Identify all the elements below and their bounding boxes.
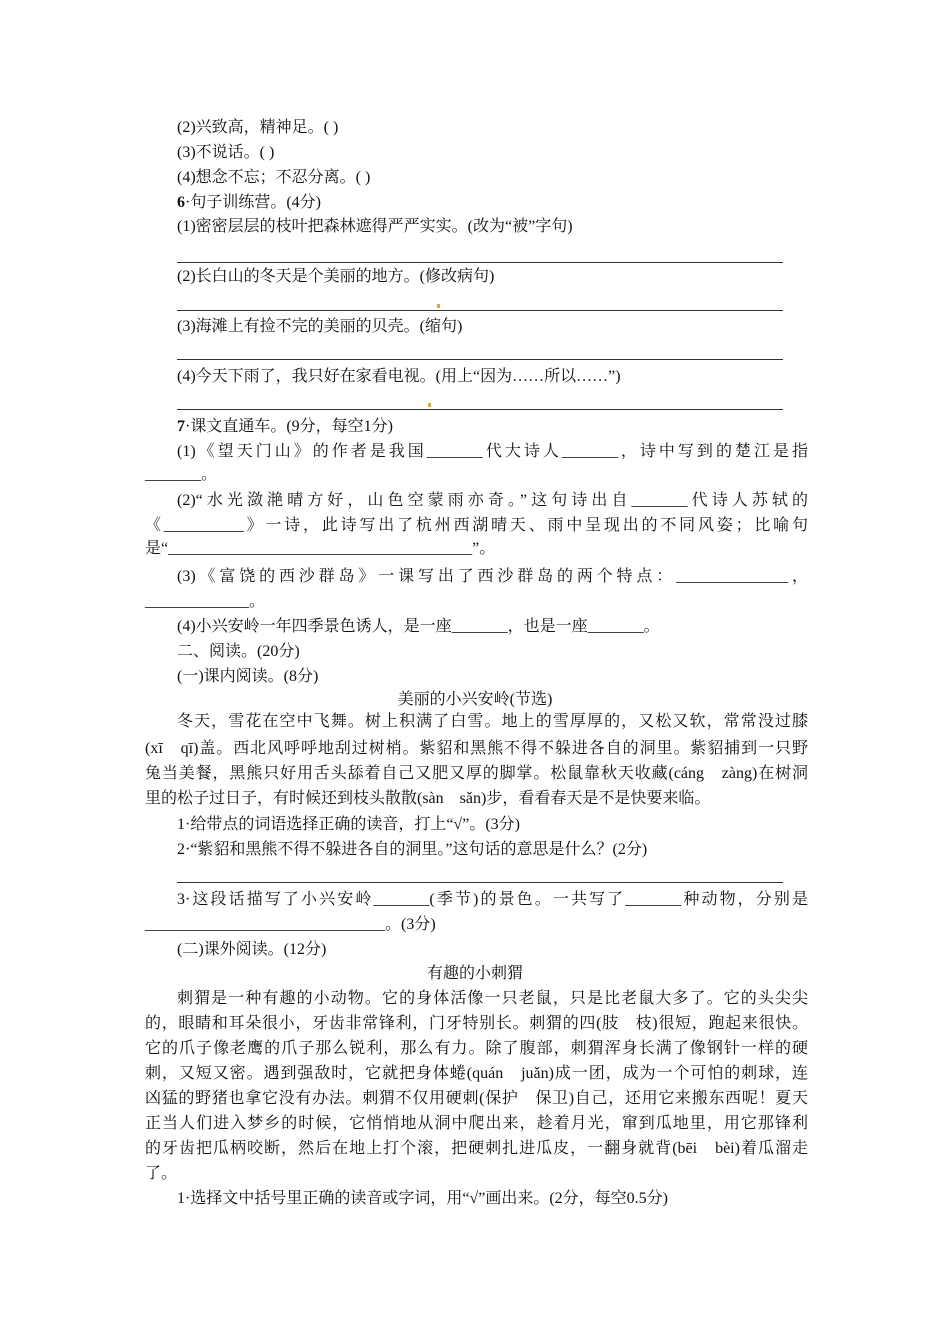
q6-item-3: (3)海滩上有捡不完的美丽的贝壳。(缩句)	[177, 318, 463, 335]
passage-line: 它的爪子像老鹰的爪子那么锐利，那么有力。除了腹部，刺猬浑身长满了像钢针一样的硬	[145, 1040, 808, 1057]
highlight-mark	[437, 304, 440, 308]
q6-item-1: (1)密密层层的枝叶把森林遮得严严实实。(改为“被”字句)	[177, 218, 573, 235]
part2-title: 有趣的小刺猬	[426, 965, 523, 982]
q7-line: _______。	[145, 466, 218, 483]
passage-line: 刺，又短又密。遇到强敌时，它就把身体蜷(quán juǎn)成一团，成为一个可怕的刺球，连	[145, 1065, 808, 1082]
q7-line: _____________。	[145, 593, 266, 610]
reading-heading: 二、阅读。(20分)	[177, 643, 300, 660]
part1-question-1: 1·给带点的词语选择正确的读音，打上“√”。(3分)	[177, 816, 520, 833]
q7-number: 7	[177, 418, 185, 435]
q7-line: (3)《富饶的西沙群岛》一课写出了西沙群岛的两个特点：______________，	[177, 568, 808, 585]
q7-line: 《__________》一诗，此诗写出了杭州西湖晴天、雨中呈现出的不同风姿；比喻句	[145, 517, 808, 534]
q7-line: (4)小兴安岭一年四季景色诱人，是一座_______，也是一座_______。	[177, 618, 660, 635]
q6-item-4: (4)今天下雨了，我只好在家看电视。(用上“因为……所以……”)	[177, 368, 621, 385]
q6-heading-text: ·句子训练营。(4分)	[185, 194, 321, 211]
answer-line[interactable]	[177, 262, 783, 263]
part1-question-2: 2·“紫貂和黑熊不得不躲进各自的洞里。”这句话的意思是什么？(2分)	[177, 841, 648, 858]
part1-title: 美丽的小兴安岭(节选)	[397, 691, 553, 708]
passage-line: 了。	[145, 1165, 178, 1182]
q7-line: (2)“水光潋滟晴方好，山色空蒙雨亦奇。”这句诗出自_______代诗人苏轼的	[177, 492, 808, 509]
answer-line[interactable]	[177, 409, 783, 410]
passage-line: 刺猬是一种有趣的小动物。它的身体活像一只老鼠，只是比老鼠大多了。它的头尖尖	[177, 990, 808, 1007]
q7-heading	[177, 417, 393, 437]
q5-item-2: (2)兴致高，精神足。( )	[177, 119, 339, 136]
highlight-mark	[428, 403, 431, 407]
q7-line: 是“______________________________________”。	[145, 540, 496, 557]
part1-heading: (一)课内阅读。(8分)	[177, 668, 319, 685]
passage-line: 的牙齿把瓜柄咬断，然后在地上打个滚，把硬刺扎进瓜皮，一翻身就背(bēi bèi)着瓜溜走	[145, 1140, 808, 1157]
q6-heading	[177, 193, 321, 213]
q7-heading-text: ·课文直通车。(9分，每空1分)	[185, 418, 393, 435]
q6-item-2: (2)长白山的冬天是个美丽的地方。(修改病句)	[177, 268, 495, 285]
q5-item-4: (4)想念不忘；不忍分离。( )	[177, 169, 371, 186]
part1-question-3: 3·这段话描写了小兴安岭_______(季节)的景色。一共写了_______种动物，分别是	[177, 891, 808, 908]
passage-line: (xī qī)盖。西北风呼呼地刮过树梢。紫貂和黑熊不得不躲进各自的洞里。紫貂捕到一只野	[145, 740, 808, 757]
q7-line: (1)《望天门山》的作者是我国_______代大诗人_______，诗中写到的楚江是指	[177, 443, 808, 460]
passage-line: 里的松子过日子，有时候还到枝头散散(sàn sǎn)步，看看春天是不是快要来临。	[145, 790, 711, 807]
answer-line[interactable]	[177, 310, 783, 311]
passage-line: 兔当美餐，黑熊只好用舌头舔着自己又肥又厚的脚掌。松鼠靠秋天收藏(cáng zàng)在树洞	[145, 765, 808, 782]
part2-heading: (二)课外阅读。(12分)	[177, 941, 327, 958]
passage-line: 正当人们进入梦乡的时候，它悄悄地从洞中爬出来，趁着月光，窜到瓜地里，用它那锋利	[145, 1115, 808, 1132]
passage-line: 凶猛的野猪也拿它没有办法。刺猬不仅用硬刺(保护 保卫)自己，还用它来搬东西呢！夏天	[145, 1090, 808, 1107]
q5-item-3: (3)不说话。( )	[177, 144, 275, 161]
passage-line: 的，眼睛和耳朵很小，牙齿非常锋利，门牙特别长。刺猬的四(肢 枝)很短，跑起来很快。	[145, 1015, 808, 1032]
answer-line[interactable]	[177, 359, 783, 360]
answer-line[interactable]	[177, 882, 783, 883]
part2-question-1: 1·选择文中括号里正确的读音或字词，用“√”画出来。(2分，每空0.5分)	[177, 1190, 668, 1207]
q6-number: 6	[177, 194, 185, 211]
part1-question-3-cont: ______________________________。(3分)	[145, 916, 436, 933]
passage-line: 冬天，雪花在空中飞舞。树上积满了白雪。地上的雪厚厚的，又松又软，常常没过膝	[177, 713, 808, 730]
